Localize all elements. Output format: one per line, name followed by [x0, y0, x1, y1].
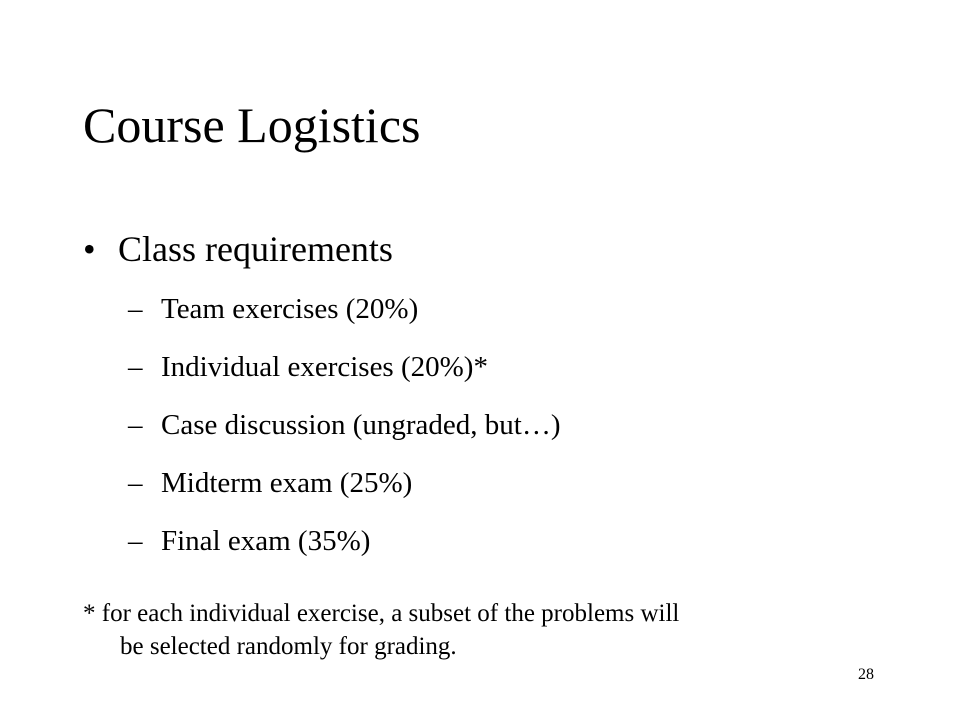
- footnote-line-2: be selected randomly for grading.: [120, 633, 457, 660]
- requirement-item: [128, 338, 561, 396]
- requirement-text: Final exam (35%): [161, 525, 371, 557]
- dash-icon: –: [128, 293, 143, 325]
- requirement-text: Team exercises (20%): [161, 293, 419, 325]
- requirement-item: [128, 280, 561, 338]
- dash-icon: –: [128, 409, 143, 441]
- requirements-list: [128, 280, 561, 570]
- bullet-icon: •: [83, 229, 96, 269]
- slide-title: Course Logistics: [83, 97, 421, 153]
- requirement-text: Individual exercises (20%)*: [161, 351, 488, 383]
- footnote: [83, 597, 863, 663]
- page-number: 28: [858, 666, 874, 683]
- footnote-line-1: * for each individual exercise, a subset of the problems will: [83, 600, 680, 627]
- requirement-item: [128, 454, 561, 512]
- dash-icon: –: [128, 467, 143, 499]
- dash-icon: –: [128, 351, 143, 383]
- requirement-text: Case discussion (ungraded, but…): [161, 409, 561, 441]
- requirement-item: [128, 396, 561, 454]
- requirement-text: Midterm exam (25%): [161, 467, 413, 499]
- dash-icon: –: [128, 525, 143, 557]
- bullet-text: Class requirements: [118, 229, 393, 269]
- requirement-item: [128, 512, 561, 570]
- bullet-item: [83, 225, 393, 273]
